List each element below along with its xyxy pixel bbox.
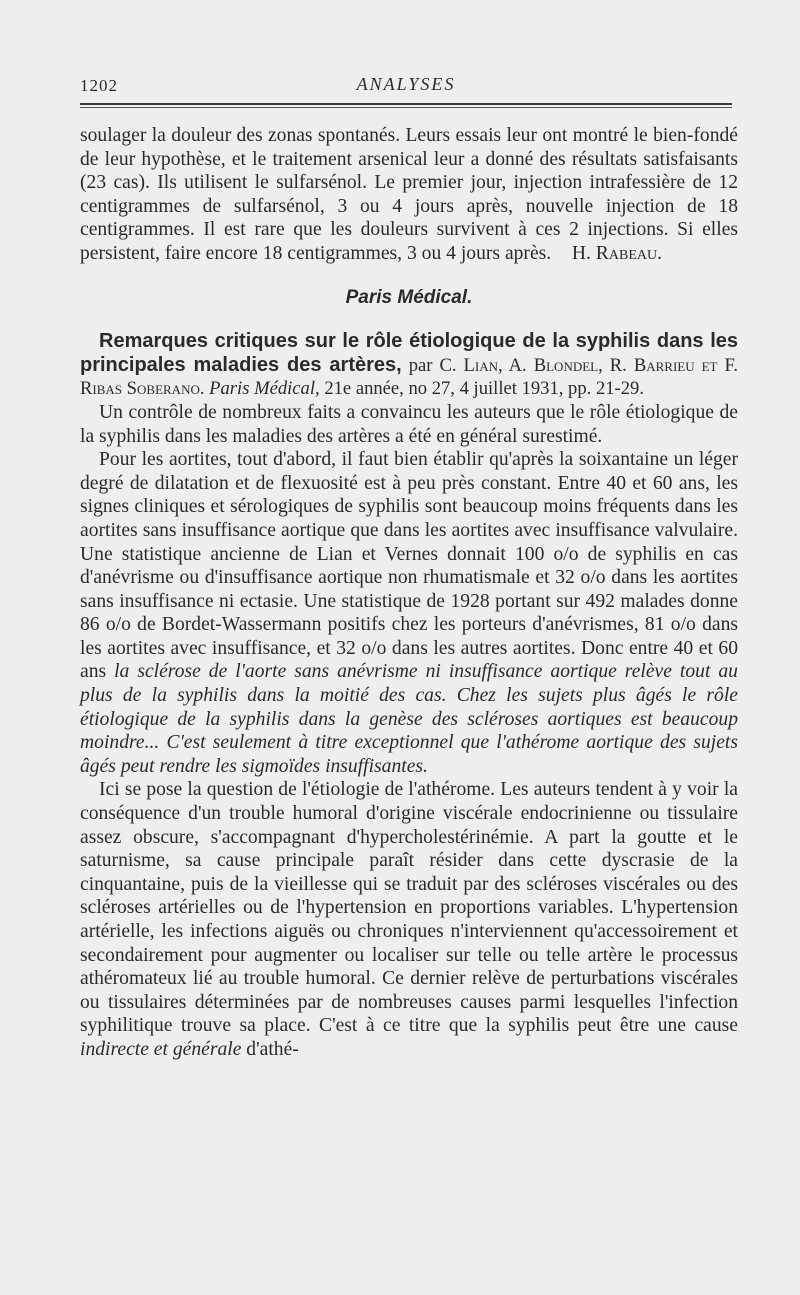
page-header [80, 74, 732, 100]
header-rule-thin [80, 107, 732, 108]
journal-heading: Paris Médical. [345, 286, 473, 308]
article-authors: C. Lian, A. Blondel, R. Barrieu et F. Ribas Soberano. [80, 354, 739, 400]
paragraph-2-italic: la sclérose de l'aorte sans anévrisme ni insuffisance aortique relève tout au plus de la syphilis dans la moitié des cas. Chez les sujets plus âgés le rôle étiologique de la syphilis dans la genèse des scléroses aortiques est beaucoup moindre... C'est seulement à titre exceptionnel que l'athérome aortique des sujets âgés peut rendre les sigmoïdes insuffisantes. [80, 661, 738, 777]
paragraph-3-italic: indirecte et générale [80, 1038, 242, 1060]
page-content [80, 124, 738, 1062]
article-title: Remarques critiques sur le rôle étiologique de la syphilis dans les principales maladies des artères, [80, 330, 738, 376]
paragraph-2-text: Pour les aortites, tout d'abord, il faut bien établir qu'après la soixantaine un léger degré de dilatation et de flexuosité est à peu près constant. Entre 40 et 60 ans, les signes cliniques et sérologiques de syphilis sont beaucoup moins fréquents dans les aortites sans insuffisance aortique que dans les aortites avec insuffisance valvulaire. Une statistique ancienne de Lian et Vernes donnait 100 o/o de syphilis en cas d'anévrisme ou d'insuffisance aortique non rhumatismale et 32 o/o dans les aortites sans insuffisance ni ectasie. Une statistique de 1928 portant sur 492 malades donne 86 o/o de Bordet-Wassermann positifs chez les porteurs d'anévrismes, 81 o/o dans les aortites avec insuffisance, et 32 o/o dans les autres aortites. Donc entre 40 et 60 ans [80, 449, 738, 683]
article-journal: Paris Médical, [209, 378, 320, 400]
article-by: par [401, 354, 440, 376]
header-rule [80, 103, 732, 105]
article-details: 21e année, no 27, 4 juillet 1931, pp. 21-29. [319, 378, 644, 400]
previous-article-text: soulager la douleur des zonas spontanés. Leurs essais leur ont montré le bien-fondé de leur hypothèse, et le traitement arsenical leur a donné des résultats satisfaisants (23 cas). Ils utilisent le sulfarsénol. Le premier jour, injection intrafessière de 12 centigrammes de sulfarsénol, 3 ou 4 jours après, nouvelle injection de 18 centigrammes. Il est rare que les douleurs survivent à ces 2 injections. Si elles persistent, faire encore 18 centigrammes, 3 ou 4 jours après. [80, 125, 738, 264]
paragraph-3 [80, 778, 738, 1061]
running-title: ANALYSES [356, 74, 456, 94]
paragraph-3-text: Ici se pose la question de l'étiologie de l'athérome. Les auteurs tendent à y voir la conséquence d'un trouble humoral d'origine viscérale endocrinienne ou tissulaire assez obscure, s'accompagnant d'hypercholestérinémie. A part la goutte et le saturnisme, sa cause principale paraît résider dans cette dyscrasie de la cinquantaine, puis de la vieillesse qui se traduit par des scléroses viscérales ou des scléroses artérielles ou de l'hypertension en proportions variables. L'hypertension artérielle, les infections aiguës ou chroniques n'interviennent qu'accessoirement et secondairement pour augmenter ou localiser sur telle ou telle artère le processus athéromateux lié au trouble humoral. Ce dernier relève de perturbations viscérales ou tissulaires déterminées par de nombreuses causes parmi lesquelles l'infection syphilitique trouve sa place. C'est à ce titre que la syphilis peut être une cause [80, 779, 738, 1037]
paragraph-1: Un contrôle de nombreux faits a convaincu les auteurs que le rôle étiologique de la syphilis dans les maladies des artères a été en général surestimé. [80, 401, 738, 447]
page-number: 1202 [80, 76, 118, 95]
signature: H. Rabeau. [571, 242, 662, 264]
paragraph-3-end: d'athé- [241, 1038, 299, 1060]
previous-article-paragraph [80, 124, 738, 266]
paragraph-2 [80, 448, 738, 778]
article-citation [80, 330, 738, 401]
